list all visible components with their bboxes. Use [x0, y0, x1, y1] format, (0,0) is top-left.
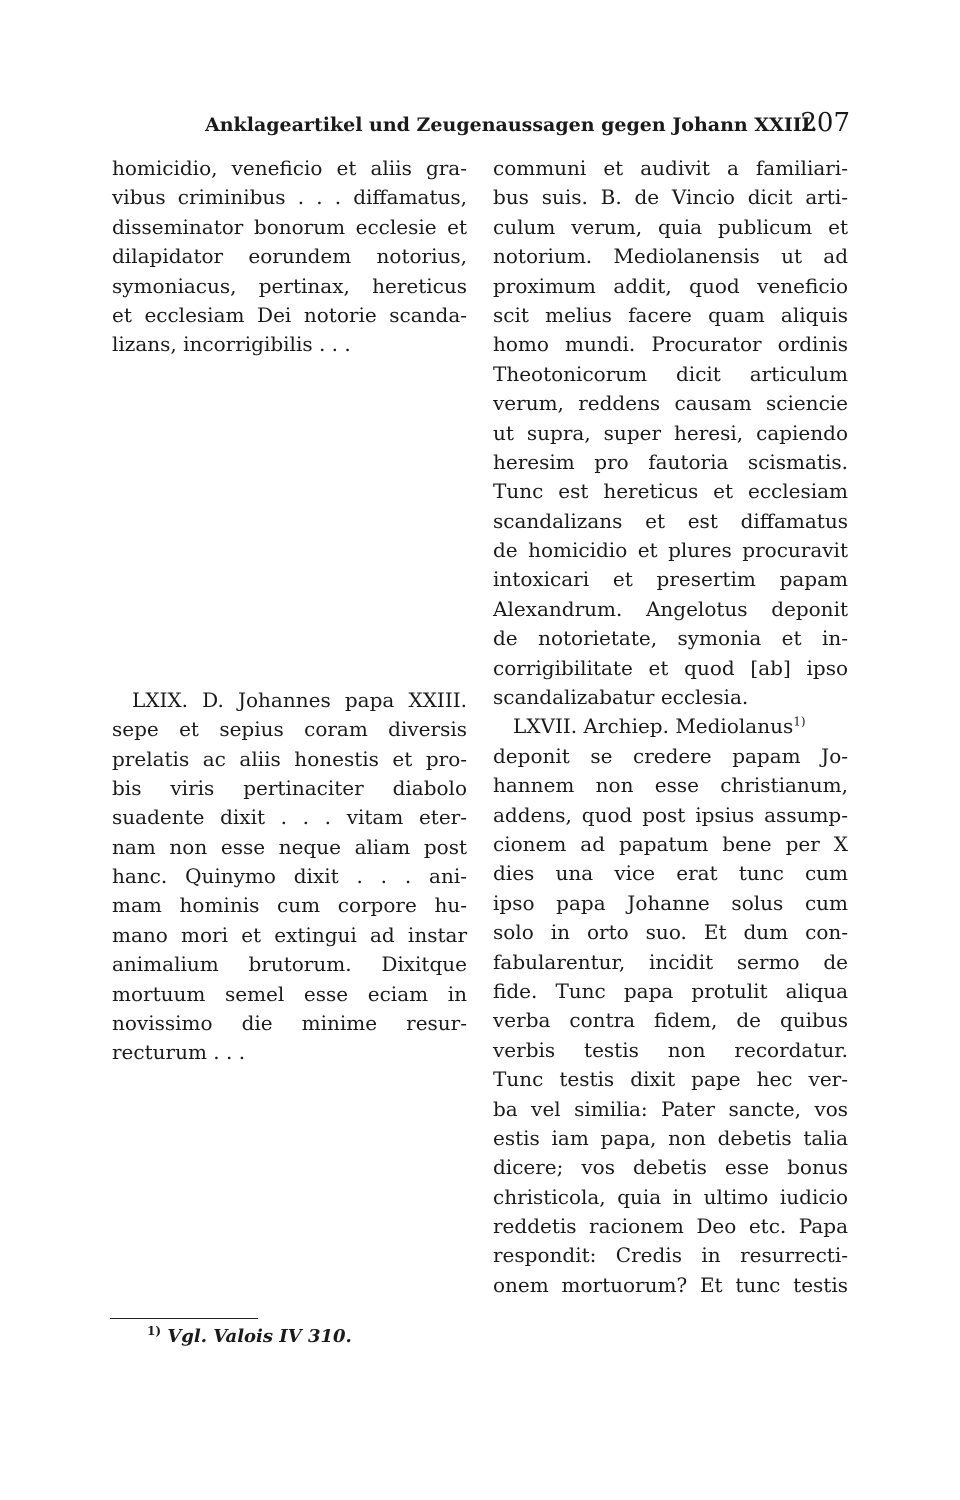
article-heading-lxvii — [493, 712, 848, 741]
text-line: estis iam papa, non debetis talia — [493, 1125, 848, 1150]
text-line: mortuum semel esse eciam in — [112, 981, 467, 1006]
text-line: respondit: Credis in resurrecti- — [493, 1243, 848, 1268]
text-line: cionem ad papatum bene per X — [493, 831, 848, 856]
left-column — [112, 154, 467, 1068]
page-number: 207 — [800, 108, 850, 138]
text-line: lizans, incorrigibilis . . . — [112, 332, 351, 357]
text-line: deponit se credere papam Jo- — [493, 743, 848, 768]
text-line: proximum addit, quod veneficio — [493, 273, 848, 298]
text-line: scandalizabatur ecclesia. — [493, 685, 749, 710]
text-line: bus suis. B. de Vincio dicit arti- — [493, 185, 848, 210]
footnote-rule — [110, 1318, 258, 1319]
text-line: Theotonicorum dicit articulum — [493, 361, 848, 386]
text-line: prelatis ac aliis honestis et pro- — [112, 746, 467, 771]
paragraph-homicidio — [112, 154, 467, 360]
text-line: dicere; vos debetis esse bonus — [493, 1155, 848, 1180]
column-gap — [112, 360, 467, 686]
text-line: fabularentur, incidit sermo de — [493, 949, 848, 974]
text-line: fide. Tunc papa protulit aliqua — [493, 978, 848, 1003]
text-line: dies una vice erat tunc cum — [493, 861, 848, 886]
text-line: ba vel similia: Pater sancte, vos — [493, 1096, 848, 1121]
footnote-marker: 1) — [147, 1324, 162, 1338]
text-line: Alexandrum. Angelotus deponit — [493, 596, 848, 621]
text-line: animalium brutorum. Dixitque — [112, 952, 467, 977]
text-line: symoniacus, pertinax, hereticus — [112, 273, 467, 298]
text-line: dilapidator eorundem notorius, — [112, 244, 467, 269]
text-line: bis viris pertinaciter diabolo — [112, 775, 467, 800]
text-line: addens, quod post ipsius assump- — [493, 802, 848, 827]
text-line: ut supra, super heresi, capiendo — [493, 420, 848, 445]
page-header — [205, 108, 850, 142]
running-head: Anklageartikel und Zeugenaussagen gegen Johann XXIII. — [205, 114, 818, 136]
text-line: corrigibilitate et quod [ab] ipso — [493, 655, 848, 680]
text-line: culum verum, quia publicum et — [493, 214, 848, 239]
text-line: disseminator bonorum ecclesie et — [112, 214, 467, 239]
text-line: recturum . . . — [112, 1040, 246, 1065]
text-line: mam hominis cum corpore hu- — [112, 893, 467, 918]
right-column — [493, 154, 848, 1300]
text-line: communi et audivit a familiari- — [493, 156, 848, 180]
text-line: scit melius facere quam aliquis — [493, 302, 848, 327]
text-line: et ecclesiam Dei notorie scanda- — [112, 302, 467, 327]
text-line: intoxicari et presertim papam — [493, 567, 848, 592]
text-line: de homicidio et plures procuravit — [493, 538, 848, 563]
footnote-reference[interactable]: 1) — [793, 714, 806, 729]
footnote-text: Vgl. Valois IV 310. — [167, 1326, 352, 1347]
text-line: christicola, quia in ultimo iudicio — [493, 1184, 848, 1209]
text-line: homicidio, veneficio et aliis gra- — [112, 156, 467, 180]
text-line: scandalizans et est diffamatus — [493, 508, 848, 533]
article-heading-lxix: LXIX. D. Johannes papa XXIII. — [132, 687, 467, 712]
text-line: suadente dixit . . . vitam eter- — [112, 805, 467, 830]
article-heading-text: LXVII. Archiep. Mediolanus — [513, 714, 794, 739]
text-line: novissimo die minime resur- — [112, 1011, 467, 1036]
paragraph-lxvii — [493, 712, 848, 1300]
paragraph-lxix — [112, 686, 467, 1068]
text-line: verum, reddens causam sciencie — [493, 391, 848, 416]
text-line: onem mortuorum? Et tunc testis — [493, 1272, 848, 1297]
text-line: vibus criminibus . . . diffamatus, — [112, 185, 467, 210]
text-line: hannem non esse christianum, — [493, 773, 848, 798]
text-line: solo in orto suo. Et dum con- — [493, 920, 848, 945]
text-line: sepe et sepius coram diversis — [112, 717, 467, 742]
paragraph-communi — [493, 154, 848, 712]
text-line: reddetis racionem Deo etc. Papa — [493, 1214, 848, 1239]
text-line: heresim pro fautoria scismatis. — [493, 449, 848, 474]
text-line: verbis testis non recordatur. — [493, 1037, 848, 1062]
text-line: homo mundi. Procurator ordinis — [493, 332, 848, 357]
text-line: Tunc testis dixit pape hec ver- — [493, 1067, 848, 1092]
text-line: hanc. Quinymo dixit . . . ani- — [112, 864, 467, 889]
text-line: mano mori et extingui ad instar — [112, 922, 467, 947]
text-line: de notorietate, symonia et in- — [493, 626, 848, 651]
text-line: notorium. Mediolanensis ut ad — [493, 244, 848, 269]
footnote — [147, 1326, 352, 1347]
text-line: verba contra fidem, de quibus — [493, 1008, 848, 1033]
text-line: ipso papa Johanne solus cum — [493, 890, 848, 915]
text-line: nam non esse neque aliam post — [112, 834, 467, 859]
text-line: Tunc est hereticus et ecclesiam — [493, 479, 848, 504]
